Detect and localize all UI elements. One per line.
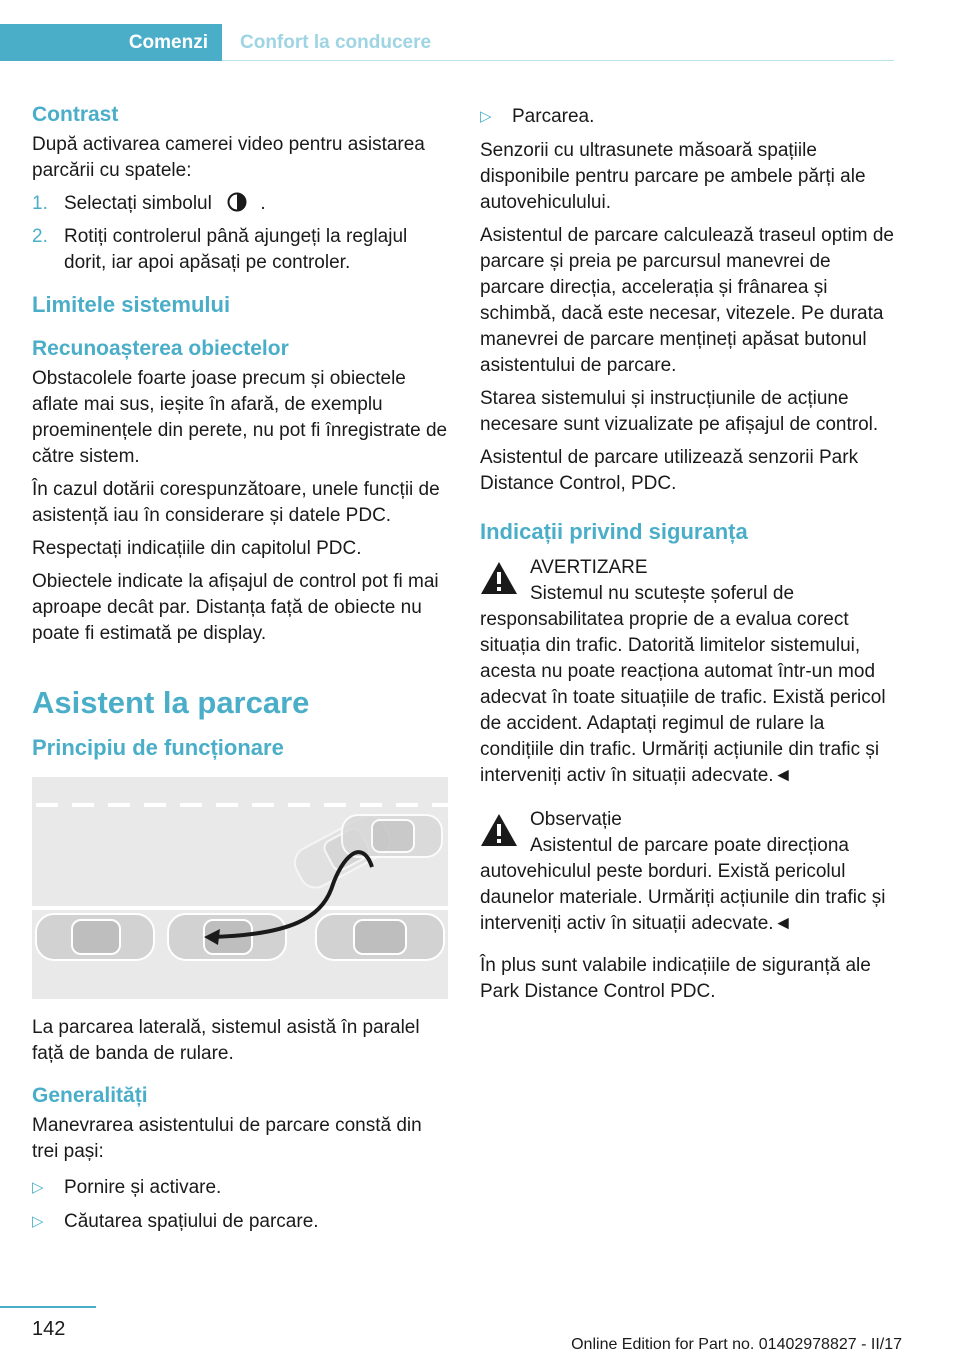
paragraph: Respectați indicațiile din capitolul PDC. [32,538,362,559]
list-item-text: Pornire și activare. [64,1177,222,1198]
step-number: 1. [32,193,48,214]
paragraph: Starea sistemului și instrucțiunile de acțiune necesare sunt vizualizate pe afișajul de control. [480,388,879,435]
list-item [480,104,896,130]
step-text: Rotiți controlerul până ajungeți la reglajul dorit, iar apoi apăsați pe controler. [64,226,408,273]
list-item [32,1209,448,1235]
list-item-text: Căutarea spațiului de parcare. [64,1211,319,1232]
parking-illustration [32,777,448,999]
note-text: Asistentul de parcare poate direcționa autovehiculul peste borduri. Există pericolul daunelor materiale. Urmăriți acțiunile din trafic și interveniți activ în situații adecvate.◄ [480,835,886,934]
list-item [32,1175,448,1201]
triangle-bullet-icon: ▷ [480,108,492,125]
page-number: 142 [32,1318,66,1340]
edition-text: Online Edition for Part no. 01402978827 - II/17 [571,1336,902,1353]
right-column [480,100,896,1012]
safety-heading: Indicații privind siguranța [480,519,748,544]
contrast-icon [227,192,247,220]
section-title: Asistent la parcare [32,685,310,720]
warning-icon [480,813,518,847]
paragraph: În cazul dotării corespunzătoare, unele funcții de asistență iau în considerare și datele PDC. [32,479,440,526]
general-intro: Manevrarea asistentului de parcare constă din trei pași: [32,1115,422,1162]
note-block [480,807,896,937]
list-item-text: Parcarea. [512,106,595,127]
general-heading: Generalități [32,1084,148,1107]
warning-text: Sistemul nu scutește șoferul de responsabilitatea proprie de a evalua corect situația din trafic. Datorită limitelor sistemului, acesta nu poate reacționa automat într-un mod adecvat în toate situațiile de trafic. Există pericol de accident. Adaptați regimul de rulare la condițiile din trafic. Urmăriți acțiunile din trafic și interveniți activ în situații adecvate.◄ [480,583,886,786]
paragraph: În plus sunt valabile indicațiile de siguranță ale Park Distance Control PDC. [480,955,871,1002]
step-text-part: . [260,193,266,214]
step-text [64,191,266,220]
step-1 [32,191,448,220]
header-rule [222,60,894,61]
step-2 [32,224,448,276]
note-title: Observație [530,809,622,830]
triangle-bullet-icon: ▷ [32,1179,44,1196]
triangle-bullet-icon: ▷ [32,1213,44,1230]
section-tab: Confort la conducere [240,31,432,53]
left-column [32,100,448,1243]
paragraph: Senzorii cu ultrasunete măsoară spațiile disponibile pentru parcare pe ambele părți ale autovehiculului. [480,140,866,213]
contrast-heading: Contrast [32,103,119,126]
contrast-intro: După activarea camerei video pentru asistarea parcării cu spatele: [32,134,425,181]
page-header [0,24,894,61]
step-number: 2. [32,226,48,247]
warning-title: AVERTIZARE [530,557,648,578]
paragraph: Asistentul de parcare utilizează senzorii Park Distance Control, PDC. [480,447,859,494]
principle-heading: Principiu de funcționare [32,735,284,760]
paragraph: Obiectele indicate la afișajul de control pot fi mai aproape decât par. Distanța față de obiecte nu poate fi estimată pe display. [32,571,439,644]
warning-block [480,555,896,789]
warning-icon [480,561,518,595]
footer-rule [0,1306,96,1308]
paragraph: Obstacolele foarte joase precum și obiectele aflate mai sus, ieșite în afară, de exemplu proeminențele din perete, nu pot fi înregistrate de către sistem. [32,368,448,467]
object-recognition-heading: Recunoașterea obiectelor [32,337,289,360]
step-text-part: Selectați simbolul [64,193,212,214]
limits-heading: Limitele sistemului [32,292,231,317]
chapter-tab: Comenzi [0,24,222,61]
illustration-caption: La parcarea laterală, sistemul asistă în paralel față de banda de rulare. [32,1017,420,1064]
paragraph: Asistentul de parcare calculează traseul optim de parcare și preia pe parcursul manevrei de parcare direcția, accelerația și frânarea și schimbă, dacă este necesar, vitezele. Pe durata manevrei de parcare mențineți apăsat butonul asistentului de parcare. [480,225,895,376]
